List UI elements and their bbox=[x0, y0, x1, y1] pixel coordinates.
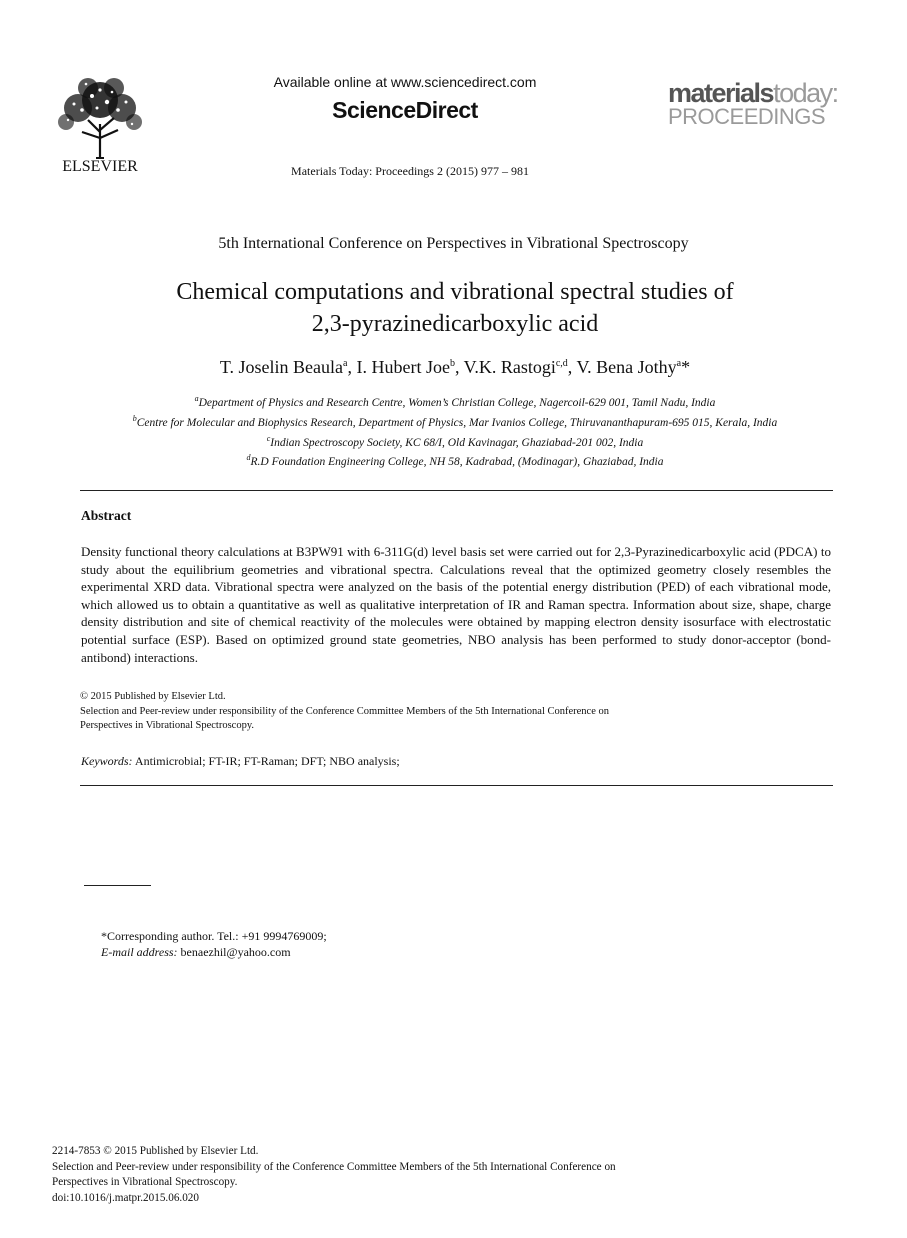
affiliation bbox=[40, 391, 870, 411]
elsevier-tree-logo bbox=[52, 72, 148, 160]
abstract-body: Density functional theory calculations at B3PW91 with 6-311G(d) level basis set were carried out for 2,3-Pyrazinedicarboxylic acid (PDCA) to study about the equilibrium geometries and vibrational spectra. Calculations reveal that the optimized geometry closely resembles the experimental XRD data. Vibrational spectra were analyzed on the basis of the potential energy distribution (PED) of each vibrational mode, which allowed us to obtain a quantitative as well as qualitative interpretation of IR and Raman spectra. Information about size, shape, charge density distribution and site of chemical reactivity of the molecules were obtained by mapping electron density isosurface with electrostatic potential surface (ESP). Based on optimized ground state geometries, NBO analysis has been performed to study donor-acceptor (bond-antibond) interactions. bbox=[81, 544, 831, 665]
affiliation-mark: b bbox=[132, 413, 137, 423]
corresponding-line: *Corresponding author. Tel.: +91 9994769009; bbox=[101, 929, 327, 943]
keywords-value: Antimicrobial; FT-IR; FT-Raman; DFT; NBO analysis; bbox=[134, 754, 400, 768]
title-line-2: 2,3-pyrazinedicarboxylic acid bbox=[311, 311, 599, 337]
footnote-rule bbox=[84, 885, 151, 886]
author-separator: , bbox=[454, 357, 464, 377]
author-affil-mark: a bbox=[343, 358, 348, 369]
affiliations bbox=[40, 391, 870, 470]
title-line-1: Chemical computations and vibrational spectral studies of bbox=[176, 279, 734, 305]
tree-icon bbox=[52, 72, 148, 160]
page-footer bbox=[52, 1144, 752, 1206]
affiliation-mark: c bbox=[266, 433, 271, 443]
affiliation-mark: a bbox=[194, 394, 199, 403]
copyright-line: Selection and Peer-review under responsibility of the Conference Committee Members of the 5th International Conference on bbox=[80, 705, 609, 717]
author-list bbox=[40, 357, 870, 378]
affiliation bbox=[40, 411, 870, 431]
journal-reference: Materials Today: Proceedings 2 (2015) 977 – 981 bbox=[291, 164, 529, 178]
affiliation-text: Department of Physics and Research Centre, Women’s Christian College, Nagercoil-629 001, Tamil Nadu, India bbox=[198, 396, 716, 409]
divider-bottom bbox=[80, 785, 833, 786]
doi-link[interactable]: doi:10.1016/j.matpr.2015.06.020 bbox=[52, 1191, 199, 1204]
copyright-line: Perspectives in Vibrational Spectroscopy. bbox=[80, 720, 255, 731]
affiliation-text: R.D Foundation Engineering College, NH 58, Kadrabad, (Modinagar), Ghaziabad, India bbox=[250, 456, 664, 469]
author-name: T. Joselin Beaula bbox=[219, 357, 344, 377]
affiliation bbox=[40, 450, 870, 470]
copyright-block bbox=[80, 690, 720, 734]
affiliation bbox=[40, 431, 870, 451]
conference-name: 5th International Conference on Perspectives in Vibrational Spectroscopy bbox=[218, 235, 689, 252]
author-separator: , bbox=[567, 357, 577, 377]
footer-line: 2214-7853 © 2015 Published by Elsevier Ltd. bbox=[52, 1145, 259, 1157]
logo-materials-text: materials bbox=[668, 78, 774, 108]
affiliation-text: Indian Spectroscopy Society, KC 68/I, Old Kavinagar, Ghaziabad-201 002, India bbox=[270, 436, 644, 449]
abstract-heading: Abstract bbox=[81, 508, 132, 523]
footer-line: Perspectives in Vibrational Spectroscopy. bbox=[52, 1176, 238, 1188]
sciencedirect-logo: ScienceDirect bbox=[332, 97, 478, 123]
logo-proceedings-text: PROCEEDINGS bbox=[668, 104, 826, 129]
footer-line: Selection and Peer-review under responsibility of the Conference Committee Members of the 5th International Conference on bbox=[52, 1160, 616, 1173]
author-separator: * bbox=[681, 357, 691, 377]
email-address[interactable]: benaezhil@yahoo.com bbox=[180, 945, 291, 959]
author-separator: , bbox=[347, 357, 357, 377]
author-name: V. Bena Jothy bbox=[576, 357, 677, 377]
materials-today-logo bbox=[668, 80, 868, 127]
author-name: V.K. Rastogi bbox=[463, 357, 556, 377]
author-affil-mark: a bbox=[676, 358, 682, 369]
logo-today-text: today: bbox=[773, 78, 838, 108]
author-name: I. Hubert Joe bbox=[356, 357, 450, 377]
affiliation-mark: d bbox=[246, 453, 251, 463]
corresponding-author bbox=[101, 928, 327, 960]
email-line bbox=[101, 944, 327, 960]
available-online-text: Available online at www.sciencedirect.com bbox=[273, 74, 537, 90]
keywords bbox=[81, 754, 400, 769]
author-affil-mark: c,d bbox=[555, 358, 568, 369]
affiliation-text: Centre for Molecular and Biophysics Research, Department of Physics, Mar Ivanios College, Thiruvananthapuram-695 015, Kerala, India bbox=[136, 416, 778, 429]
divider-top bbox=[80, 490, 833, 491]
paper-title bbox=[90, 276, 820, 340]
copyright-line: © 2015 Published by Elsevier Ltd. bbox=[80, 691, 226, 702]
email-label: E-mail address: bbox=[101, 945, 178, 959]
keywords-label: Keywords: bbox=[81, 754, 133, 768]
author-affil-mark: b bbox=[449, 358, 455, 369]
publisher-name: ELSEVIER bbox=[62, 158, 138, 175]
